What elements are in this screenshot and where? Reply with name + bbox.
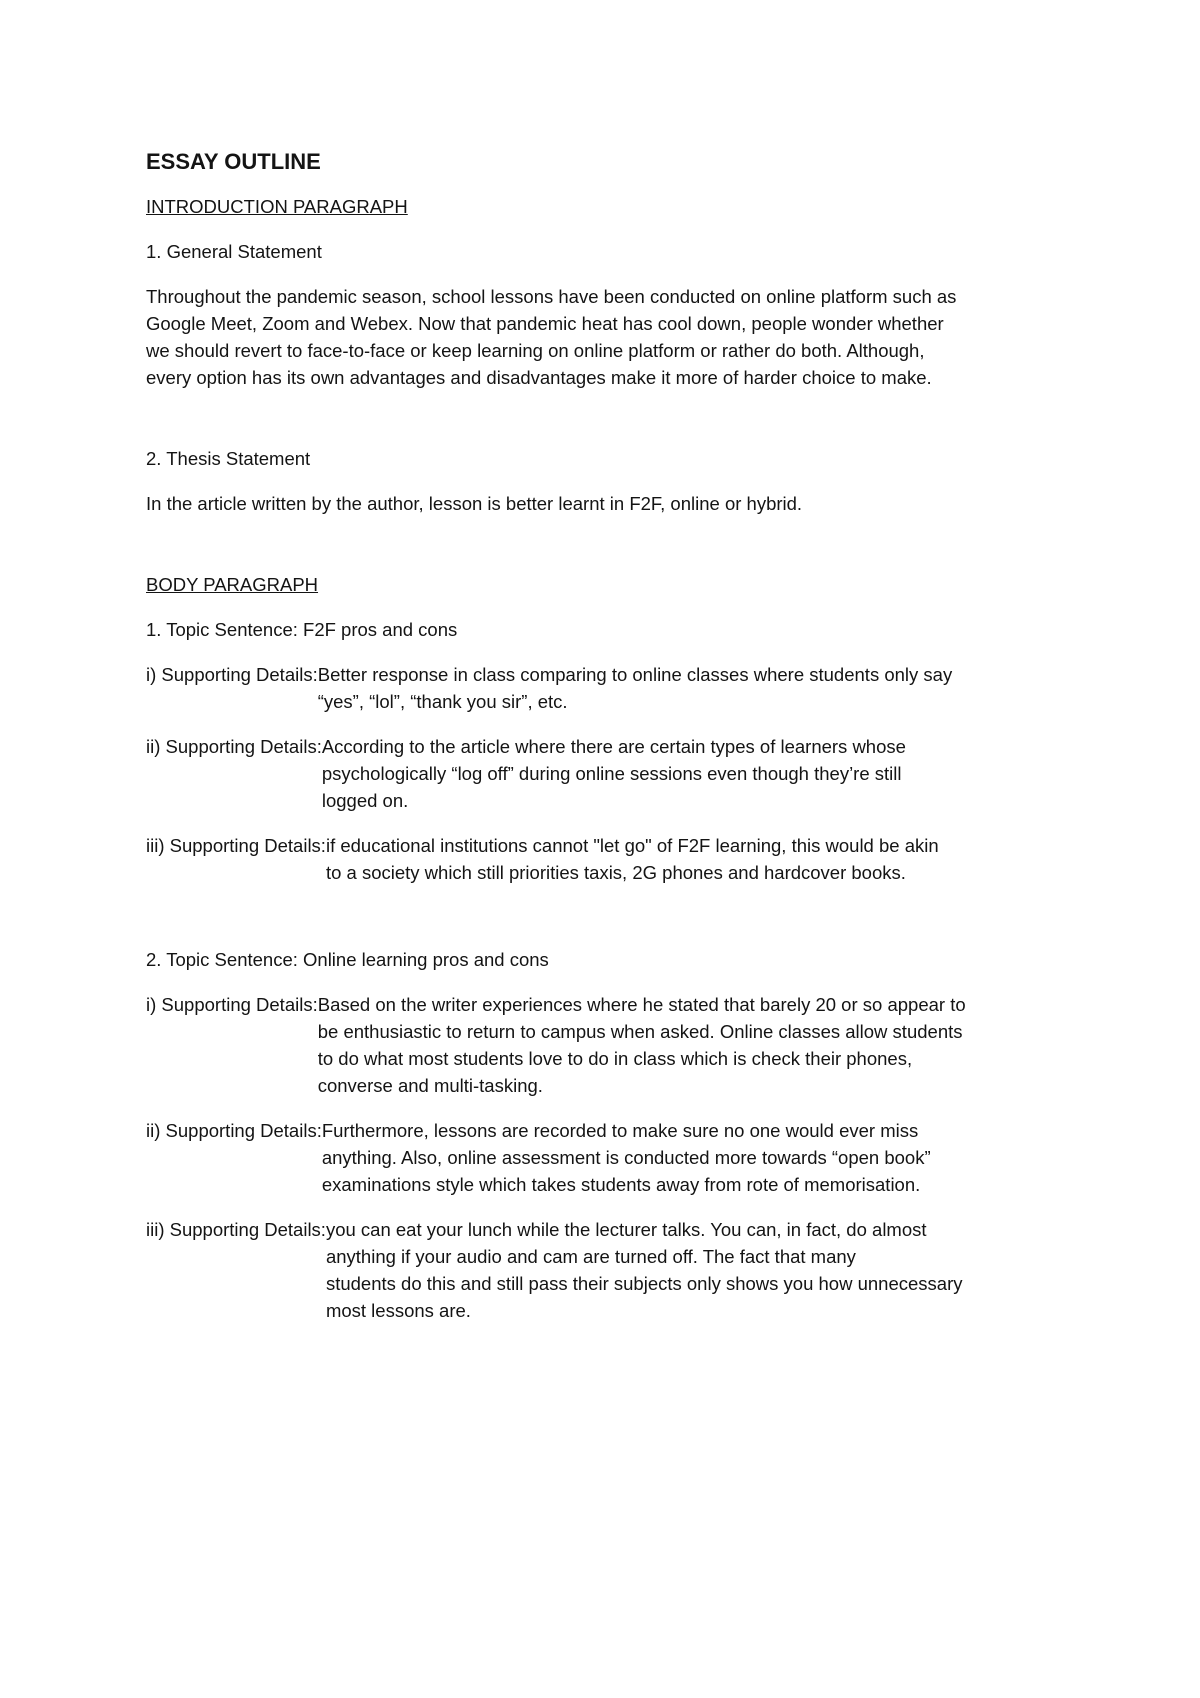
detail-line: to do what most students love to do in class which is check their phones, (317, 1048, 913, 1069)
introduction-heading: INTRODUCTION PARAGRAPH (146, 196, 408, 217)
detail-line: to a society which still priorities taxis, 2G phones and hardcover books. (325, 862, 906, 883)
supporting-detail (146, 1216, 1076, 1324)
supporting-detail-label: ii) Supporting Details: (146, 1120, 322, 1141)
detail-line: “yes”, “lol”, “thank you sir”, etc. (317, 691, 568, 712)
topic-sentence-1: 1. Topic Sentence: F2F pros and cons (146, 619, 458, 640)
detail-line: Furthermore, lessons are recorded to make sure no one would ever miss (321, 1120, 919, 1141)
supporting-detail (146, 1117, 1076, 1198)
detail-line: be enthusiastic to return to campus when asked. Online classes allow students (317, 1021, 963, 1042)
spacer (146, 391, 1076, 445)
document-content (146, 147, 1076, 1324)
topic-sentence-2: 2. Topic Sentence: Online learning pros and cons (146, 949, 549, 970)
document-title: ESSAY OUTLINE (146, 149, 321, 174)
supporting-detail-text (326, 832, 1076, 886)
general-statement-label: 1. General Statement (146, 241, 322, 262)
supporting-detail-text (318, 661, 1076, 715)
supporting-detail-text (318, 991, 1076, 1099)
thesis-statement-text: In the article written by the author, lesson is better learnt in F2F, online or hybrid. (146, 493, 803, 514)
body-heading: BODY PARAGRAPH (146, 574, 319, 595)
supporting-detail-label: iii) Supporting Details: (146, 1219, 326, 1240)
spacer (146, 715, 1076, 733)
detail-line: Better response in class comparing to online classes where students only say (317, 664, 953, 685)
detail-line: logged on. (321, 790, 409, 811)
spacer (146, 814, 1076, 832)
detail-line: examinations style which takes students away from rote of memorisation. (321, 1174, 921, 1195)
detail-line: According to the article where there are certain types of learners whose (321, 736, 906, 757)
supporting-detail-label: ii) Supporting Details: (146, 736, 322, 757)
paragraph-line: Google Meet, Zoom and Webex. Now that pandemic heat has cool down, people wonder whether (146, 313, 944, 334)
detail-line: anything if your audio and cam are turned off. The fact that many (325, 1246, 856, 1267)
detail-line: psychologically “log off” during online sessions even though they’re still (321, 763, 902, 784)
detail-line: anything. Also, online assessment is conducted more towards “open book” (321, 1147, 931, 1168)
paragraph-line: Throughout the pandemic season, school lessons have been conducted on online platform such as (146, 286, 957, 307)
supporting-detail (146, 733, 1076, 814)
detail-line: you can eat your lunch while the lecturer talks. You can, in fact, do almost (325, 1219, 927, 1240)
detail-line: students do this and still pass their subjects only shows you how unnecessary (325, 1273, 963, 1294)
spacer (146, 517, 1076, 571)
general-statement-paragraph (146, 283, 1076, 391)
supporting-detail-text (322, 733, 1076, 814)
detail-line: if educational institutions cannot "let go" of F2F learning, this would be akin (325, 835, 939, 856)
detail-line: most lessons are. (325, 1300, 471, 1321)
supporting-detail-text (326, 1216, 1076, 1324)
spacer (146, 1099, 1076, 1117)
spacer (146, 886, 1076, 946)
paragraph-line: we should revert to face-to-face or keep learning on online platform or rather do both. Although, (146, 340, 925, 361)
supporting-detail-text (322, 1117, 1076, 1198)
supporting-detail (146, 832, 1076, 886)
detail-line: converse and multi-tasking. (317, 1075, 543, 1096)
supporting-detail-label: i) Supporting Details: (146, 994, 318, 1015)
supporting-detail-label: i) Supporting Details: (146, 664, 318, 685)
supporting-detail-label: iii) Supporting Details: (146, 835, 326, 856)
paragraph-line: every option has its own advantages and disadvantages make it more of harder choice to make. (146, 367, 932, 388)
supporting-detail (146, 991, 1076, 1099)
spacer (146, 1198, 1076, 1216)
detail-line: Based on the writer experiences where he stated that barely 20 or so appear to (317, 994, 966, 1015)
supporting-detail (146, 661, 1076, 715)
thesis-statement-label: 2. Thesis Statement (146, 448, 311, 469)
